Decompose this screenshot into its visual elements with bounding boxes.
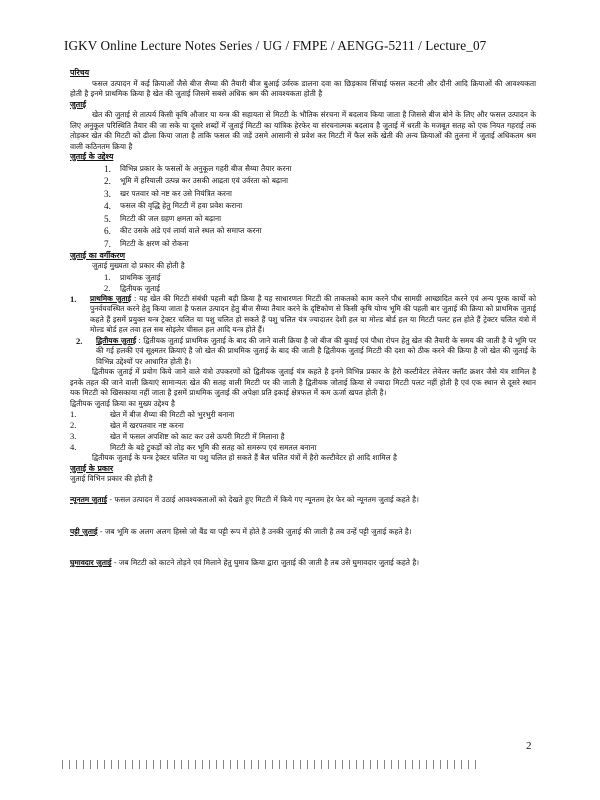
objectives-list (70, 163, 536, 251)
running-header: IGKV Online Lecture Notes Series / UG / FMPE / AENGG-5211 / Lecture_07 (64, 38, 487, 53)
classification-intro: जुताई मुख्यता दो प्रकार की होती है (92, 261, 185, 271)
heading-types: जुताई के प्रकार (70, 463, 114, 473)
page-number: 2 (526, 740, 532, 752)
secondary-tillage-detail: द्वितीयक जुताई में प्रयोग किये जाने वाले यंत्रो उपकरणों को द्वितीयक जुताई यंत्र कहते है इनमे विभिन्न प्रकार के हैरो कल्टीवेटर लेवेलर क्लॉट क्रशर जैसे यंत्र शामिल है इनके तहत की जाने वाली क्रियाएं सामान्यतः खेत की सतह वाली मिटटी पर की जाती है द्वितीयक जोताई क्रिया से ज्यादा मिटटी पलट नहीं होती है एवं एक स्थान से दूसरे स्थान यक मिटटी को खिसकाया नहीं जाता है इसमें प्राथमिक जुताई की अपेक्षा प्रति इकाई क्षेत्रफल में कम ऊर्जा खपत होती है। (70, 367, 536, 398)
page-content (70, 68, 536, 569)
list-item: 7. मिटटी के क्षरण को रोकना (104, 239, 189, 250)
footer-watermark-strip (62, 760, 482, 769)
paragraph-rotary-tillage: घुमावदार जुताई - जब मिटटी को काटने तोड़ने एवं मिलाने हेतु घुमाव क्रिया द्वारा जुताई की जाती है तब उसे घुमावदार जुताई कहते है। (70, 558, 420, 568)
list-item: 3. खर पतवार को नष्ट कर उसे नियंत्रित करना (104, 188, 232, 199)
list-item: 2. द्वितीयक जुताई (104, 282, 160, 293)
heading-objectives: जुताई के उद्देश्य (70, 152, 114, 161)
primary-tillage-paragraph: 1. प्राथमिक जुताई : यह खेत की मिटटी संबंधी पहली बड़ी क्रिया है यह साधारणतः मिटटी की ताकतको काम करने पौध सामग्री आच्छादित करने एवं अन्य पूरक कार्यो को पुनर्वयवस्थित करने हेतु किया जाता है फसल उत्पादन हेतु बीज सैय्या तैयार करने के दृष्टिकोण से किसी कृषि योग्य भूमि की पहली बार जुताई की क्रिया को प्राथमिक जुताई कहते हैं इसमें प्रयुक्त यन्त्र ट्रेक्टर चलित या पशु चलित हो सकते हैं पशु चलित यंत्र ज्यादातर देशी हल या मोल्ड बोर्ड हल या मिटटी पलट हल होते हैं ट्रेक्टर चलित यंत्रो में मोल्ड बोर्ड हल तवा हल सब सोइलेर चीसल हल आदि यन्त्र होते हैं। (70, 293, 537, 335)
heading-introduction: परिचय (70, 68, 90, 77)
secondary-objectives-intro: द्वितीयक जुताई क्रिया का मुख्य उद्देश्य है (70, 398, 175, 408)
heading-classification: जुताई का वर्गीकरण (70, 250, 126, 260)
list-item: 4. मिटटी के बड़े टुकड़ों को तोड़ कर भूमि की सतह को समरूप एवं समतल बनाना (70, 442, 317, 453)
secondary-objectives-list (70, 409, 536, 453)
list-item: 2. भूमि में हरियाली उत्पन्न कर उसकी आद्रता एवं उर्वरता को बढ़ाना (104, 176, 289, 187)
list-item: 5. मिटटी की जल ग्रहण क्षमता को बढ़ाना (104, 213, 222, 224)
list-item: 2. खेत में खरपतवार नष्ट करना (70, 420, 184, 431)
secondary-tillage-paragraph: 2. द्वितीयक जुताई : द्वितीयक जुताई प्राथमिक जुताई के बाद की जाने वाली क्रिया है जो बीज की बुवाई एवं पौधा रोपन हेतु खेत की तैयारी के समय की जाती है ये भूमि पर की गई हलकी एवं सूक्ष्मतर क्रियाएं है जो खेत की प्राथमिक जुताई के बाद की जाती है द्वितीयक जुताई मिटटी की दशा को ठीक करने की क्रिया है जो खेत की जुताई के विभिन्न उद्देश्यों पर आधारित होती है। (76, 335, 536, 366)
paragraph-introduction: फसल उत्पादन में कई क्रियाओं जैसे बीज सैय्या की तैयारी बीज बुआई उर्वरक डालना दवा का छिड़काव सिंचाई फसल कटनी और दौनी आदि क्रियाओं की आवश्यकता होती है इनमे प्राथमिक क्रिया है खेत की जुताई जिसमे सबसे अधिक श्रम की आवश्यकता होती है (70, 78, 536, 98)
list-item: 3. खेत में फसल अपशिष्ट को काट कर उसे ऊपरी मिटटी में मिलाना है (70, 431, 285, 442)
list-item: 4. फसल की वृद्धि हेतु मिटटी में हवा प्रवेश कराना (104, 201, 243, 212)
paragraph-strip-tillage: पट्टी जुताई - जब भूमि क अलग अलग हिस्से जो बैंड या पट्टी रूप में होते है उनकी जुताई की जाती है तब उन्हें पट्टी जुताई कहते है। (70, 526, 412, 536)
secondary-implements-note: द्वितीयक जुताई के यन्त्र ट्रेक्टर चलित या पशु चलित हो सकते हैं बैल चलित यंत्रों में हैरो कल्टीवेटर हो आदि शामिल है (92, 453, 397, 463)
list-item: 1. विभिन्न प्रकार के फसलों के अनुकूल गहरी बीज सैय्या तैयार करना (104, 163, 292, 174)
types-intro: जुताई विभिन प्रकार की होती है (70, 474, 153, 484)
list-item: 1. खेत में बीज शैय्या की मिटटी को भुरभुरी बनाना (70, 409, 235, 420)
heading-tillage: जुताई (70, 99, 87, 109)
paragraph-tillage: खेत की जुताई से तात्पर्य किसी कृषि औजार या यन्त्र की सहायता से मिटटी के भौतिक संरचना में बदलाव किया जाता है जिससे बीज बोने के लिए और फसल उत्पादन के लिए अनुकूल परिस्थिति तैयार की जा सके या दूसरे शब्दों में जुताई मिटटी का यांत्रिक हेरफेर या संरचनात्मक बदलाव है जुताई में धरती के मजबूत सतह को एक नियत गहराई तक तोड़कर खेत की मिटटी को ढीला किया जाता है ताकि फसल की जड़ें उसमे आसानी से प्रवेश कर मिटटी में फैल सकें खेती की अन्य क्रियाओं की तुलना में जुताई अधिकतम श्रम वाली कठिनतम क्रिया है (70, 110, 536, 151)
list-item: 6. कीट उसके अंडे एवं लार्वा वाले स्थल को समाप्त करना (104, 226, 262, 237)
classification-list (70, 272, 536, 294)
paragraph-minimum-tillage: न्यूनतम जुताई - फसल उत्पादन में उठाई आवश्यकताओं को देखते हुए मिटटी में किये गए न्यूनतम हेर फेर को न्यूनतम जुताई कहते है। (70, 495, 419, 505)
list-item: 1. प्राथमिक जुताई (104, 271, 161, 282)
